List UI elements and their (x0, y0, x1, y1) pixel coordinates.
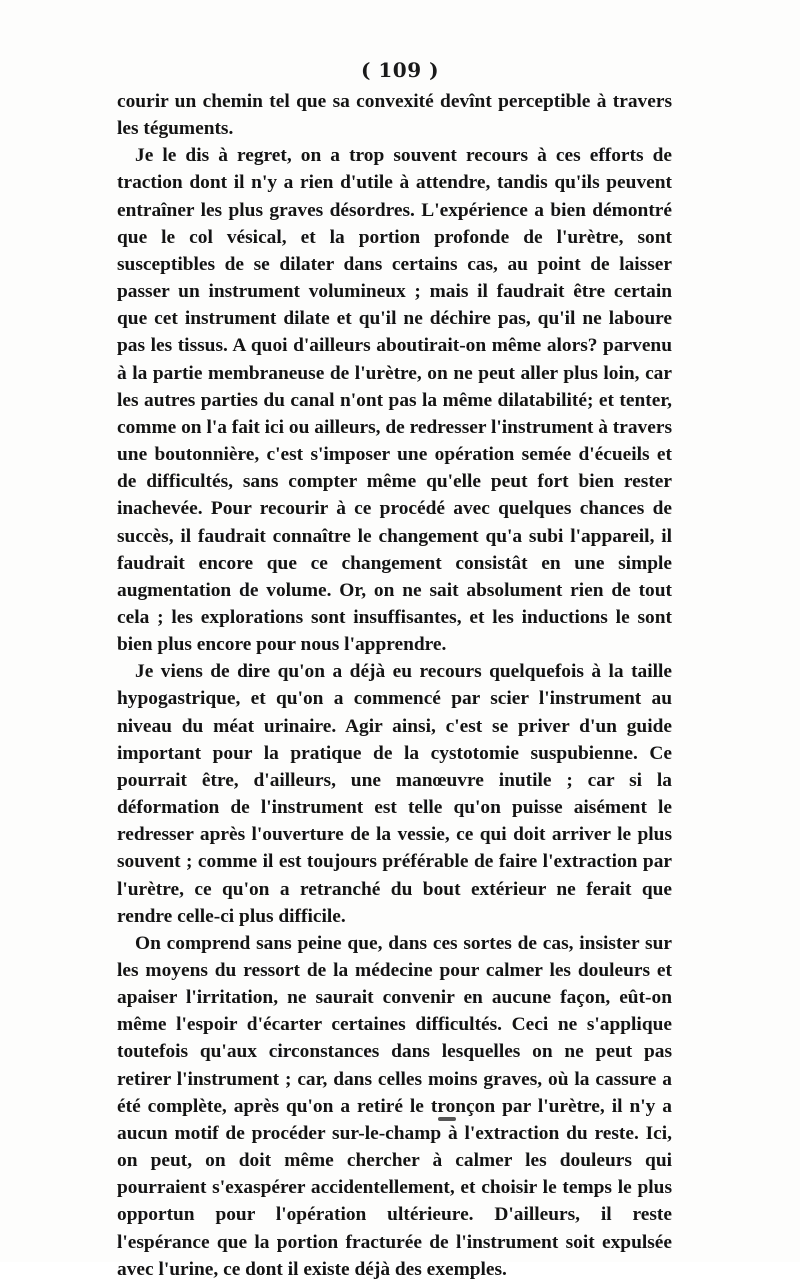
paragraph-medecine: On comprend sans peine que, dans ces sortes de cas, insister sur les moyens du ressort de la médecine pour calmer les douleurs et apaiser l'irritation, ne saurait convenir en aucune façon, eût-on même l'espoir d'écarter certaines difficultés. Ceci ne s'applique toutefois qu'aux circonstances dans lesquelles on ne peut pas retirer l'instrument ; car, dans celles moins graves, où la cassure a été complète, après qu'on a retiré le tronçon par l'urètre, il n'y a aucun motif de procéder sur-le-champ à l'extraction du reste. Ici, on peut, on doit même chercher à calmer les douleurs qui pourraient s'exaspérer accidentellement, et choisir le temps le plus opportun pour l'opération ultérieure. D'ailleurs, il reste l'espérance que la portion fracturée de l'instrument soit expulsée avec l'urine, ce dont il existe déjà des exemples. (117, 932, 672, 1280)
ink-speck (438, 1117, 456, 1121)
body-text (117, 88, 672, 1283)
page-number: ( 109 ) (360, 58, 440, 82)
paragraph-traction: Je le dis à regret, on a trop souvent recours à ces efforts de traction dont il n'y a rien d'utile à attendre, tandis qu'ils peuvent entraîner les plus graves désordres. L'expérience a bien démontré que le col vésical, et la portion profonde de l'urètre, sont susceptibles de se dilater dans certains cas, au point de laisser passer un instrument volumineux ; mais il faudrait être certain que cet instrument dilate et qu'il ne déchire pas, qu'il ne laboure pas les tissus. A quoi d'ailleurs aboutirait-on même alors? parvenu à la partie membraneuse de l'urètre, on ne peut aller plus loin, car les autres parties du canal n'ont pas la même dilatabilité; et tenter, comme on l'a fait ici ou ailleurs, de redresser l'instrument à travers une boutonnière, c'est s'imposer une opération semée d'écueils et de difficultés, sans compter même qu'elle peut fort bien rester inachevée. Pour recourir à ce procédé avec quelques chances de succès, il faudrait connaître le changement qu'a subi l'appareil, il faudrait encore que ce changement consistât en une simple augmentation de volume. Or, on ne sait absolument rien de tout cela ; les explorations sont insuffisantes, et les inductions le sont bien plus encore pour nous l'apprendre. (117, 145, 672, 656)
paragraph-continuation: courir un chemin tel que sa convexité devînt perceptible à travers les téguments. (117, 91, 672, 140)
paragraph-taille-hypogastrique: Je viens de dire qu'on a déjà eu recours quelquefois à la taille hypogastrique, et qu'on a commencé par scier l'instrument au niveau du méat urinaire. Agir ainsi, c'est se priver d'un guide important pour la pratique de la cystotomie suspubienne. Ce pourrait être, d'ailleurs, une manœuvre inutile ; car si la déformation de l'instrument est telle qu'on puisse aisément le redresser après l'ouverture de la vessie, ce qui doit arriver le plus souvent ; comme il est toujours préférable de faire l'extraction par l'urètre, ce qu'on a retranché du bout extérieur ne ferait que rendre celle-ci plus difficile. (117, 661, 672, 927)
